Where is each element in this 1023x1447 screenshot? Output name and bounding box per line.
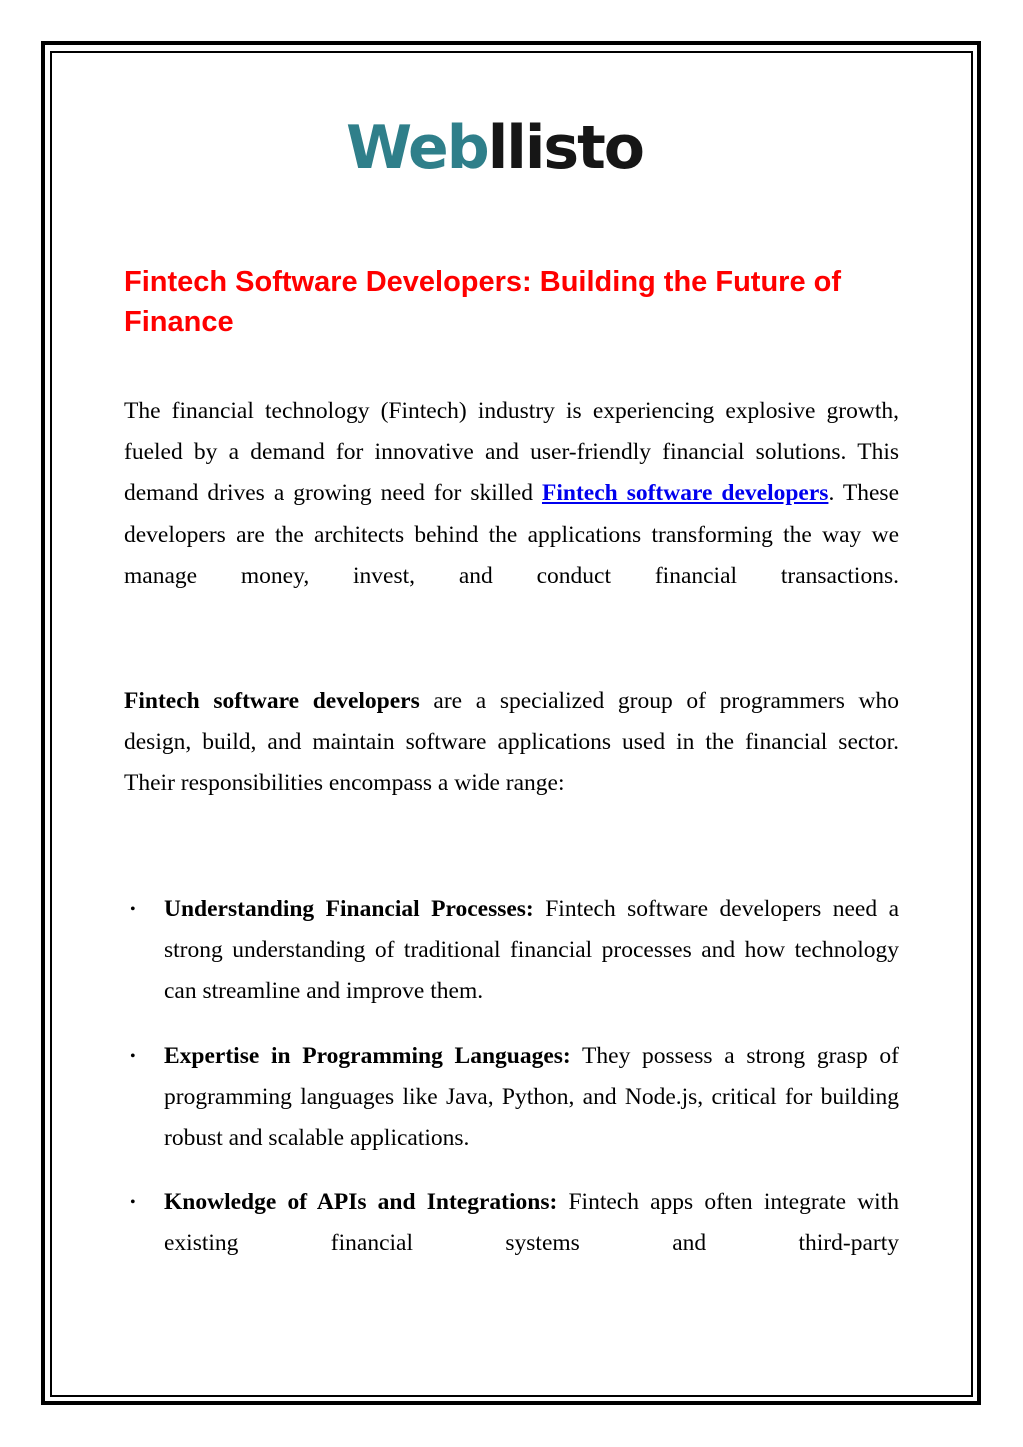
list-item-text: They possess a strong grasp of programming languages like Java, Python, and Node.js, critical for building robust and scalable applications. [164,1042,899,1152]
page-title: Fintech Software Developers: Building the Future of Finance [124,266,841,338]
list-item [124,889,899,1013]
bullet-icon: • [130,1194,136,1212]
list-item-label: Knowledge of APIs and Integrations: [164,1189,558,1216]
definition-text: are a specialized group of programmers who design, build, and maintain software applications used in the financial sector. Their responsibilities encompass a wide range: [124,688,900,797]
logo-part-web: Web [346,113,488,183]
list-item [124,1036,899,1160]
list-item-label: Understanding Financial Processes: [164,896,534,922]
list-item-label: Expertise in Programming Languages: [164,1042,571,1069]
list-item-text: Fintech software developers need a strong understanding of traditional financial processes and how technology can streamline and improve them. [164,896,899,1005]
webllisto-logo [346,113,644,183]
list-item-text: Fintech apps often integrate with existing financial systems and third-party [164,1189,899,1257]
fintech-developers-link[interactable]: Fintech software developers [541,480,829,507]
definition-paragraph [124,681,899,805]
intro-text-after-link: . These developers are the architects behind the applications transforming the way we manage money, invest, and conduct financial transactions. [124,480,899,589]
bullet-icon: • [130,901,136,918]
definition-bold-term: Fintech software developers [124,688,420,714]
intro-paragraph [124,391,899,597]
intro-text-before-link: The financial technology (Fintech) industry is experiencing explosive growth, fueled by a demand for innovative and user-friendly financial solutions. This demand drives a growing need for skilled [124,398,899,507]
responsibilities-list [124,889,899,1265]
bullet-icon: • [130,1047,136,1065]
list-item [124,1182,899,1264]
logo-part-llisto: llisto [487,113,644,183]
